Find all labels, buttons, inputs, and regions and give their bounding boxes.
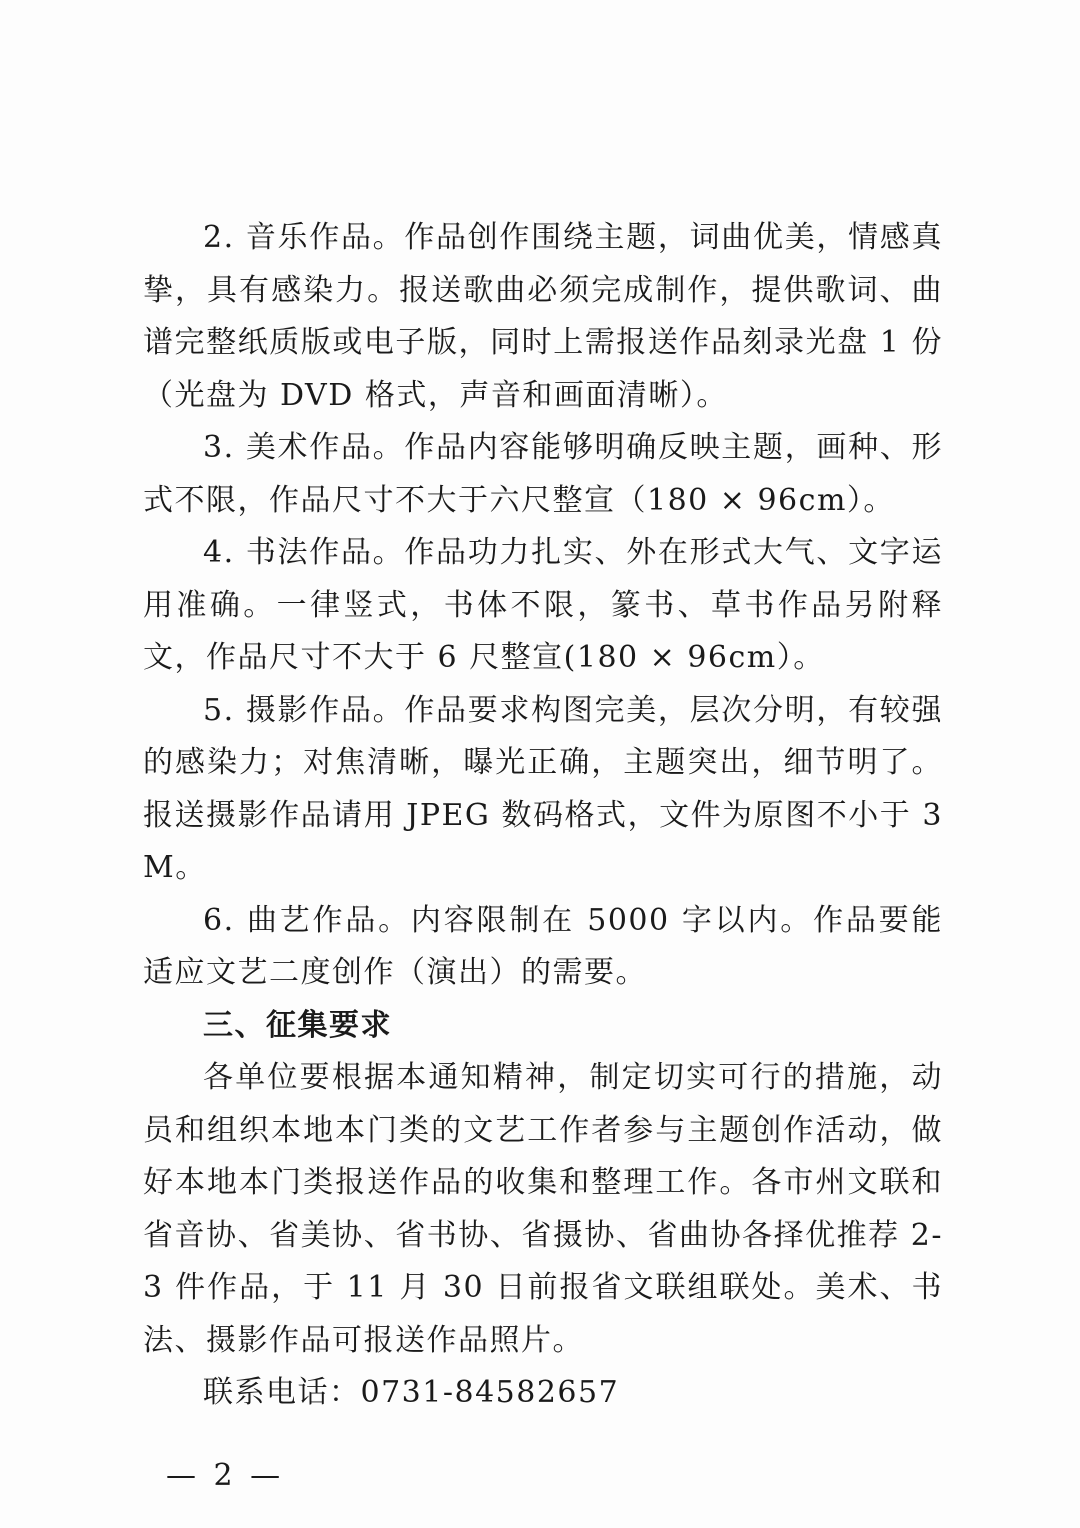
photography-works-paragraph: 5. 摄影作品。作品要求构图完美，层次分明，有较强的感染力；对焦清晰，曝光正确，主题突出，细节明了。报送摄影作品请用 JPEG 数码格式，文件为原图不小于 3M。 — [143, 692, 943, 885]
requirements-paragraph: 各单位要根据本通知精神，制定切实可行的措施，动员和组织本地本门类的文艺工作者参与主题创作活动，做好本地本门类报送作品的收集和整理工作。各市州文联和省音协、省美协、省书协、省摄协、省曲协各择优推荐 2-3 件作品，于 11 月 30 日前报省文联组联处。美术、书法、摄影作品可报送作品照片。 — [143, 1060, 943, 1358]
music-works-paragraph: 2. 音乐作品。作品创作围绕主题，词曲优美，情感真挚，具有感染力。报送歌曲必须完成制作，提供歌词、曲谱完整纸质版或电子版，同时上需报送作品刻录光盘 1 份（光盘为 DVD 格式，声音和画面清晰）。 — [143, 220, 943, 413]
calligraphy-works-paragraph: 4. 书法作品。作品功力扎实、外在形式大气、文字运用准确。一律竖式，书体不限，篆书、草书作品另附释文，作品尺寸不大于 6 尺整宣(180 × 96cm）。 — [143, 535, 943, 675]
quyi-works-paragraph: 6. 曲艺作品。内容限制在 5000 字以内。作品要能适应文艺二度创作（演出）的需要。 — [143, 902, 943, 990]
contact-phone: 联系电话：0731-84582657 — [203, 1375, 620, 1410]
art-works-paragraph: 3. 美术作品。作品内容能够明确反映主题，画种、形式不限，作品尺寸不大于六尺整宣（180 × 96cm）。 — [143, 430, 943, 518]
section-heading: 三、征集要求 — [203, 1007, 392, 1043]
page-number: — 2 — — [166, 1458, 285, 1493]
document-body — [143, 212, 943, 1420]
